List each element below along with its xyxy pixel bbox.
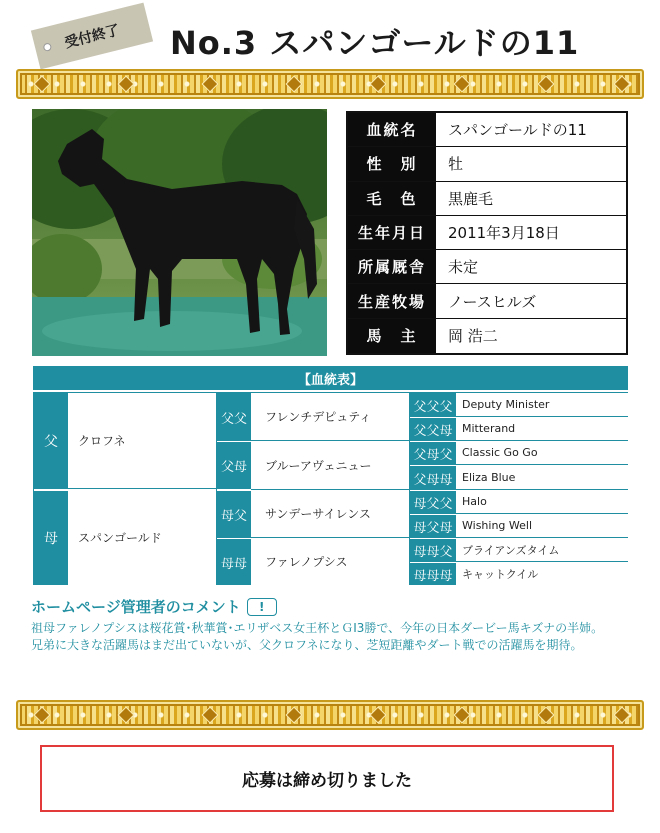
info-value: 岡 浩二 xyxy=(448,327,498,346)
closed-stamp: 受付終了 xyxy=(31,3,153,70)
info-value: 2011年3月18日 xyxy=(448,223,560,242)
gen3-label: 父母母 xyxy=(410,465,456,490)
gen3-name: キャットクイル xyxy=(456,562,628,585)
gen3-label: 父父父 xyxy=(410,393,456,417)
gen3-name: ブライアンズタイム xyxy=(456,538,628,562)
gen3-label: 母父父 xyxy=(410,490,456,514)
pedigree-heading: 【血統表】 xyxy=(33,366,628,390)
gen2-label: 母母 xyxy=(217,538,251,585)
horse-info-table xyxy=(346,111,628,355)
info-key: 生産牧場 xyxy=(348,284,436,317)
ornament-divider-top xyxy=(16,69,644,99)
info-key: 性 別 xyxy=(348,147,436,180)
info-key: 生年月日 xyxy=(348,216,436,249)
gen3-label: 父父母 xyxy=(410,417,456,441)
gen2-label: 父父 xyxy=(217,393,251,441)
info-value: 牡 xyxy=(448,155,464,174)
gen2-name: ファレノプシス xyxy=(251,538,409,585)
page-title: No.3 スパンゴールドの11 xyxy=(170,24,580,62)
gen2-label: 母父 xyxy=(217,490,251,538)
comment-line: 兄弟に大きな活躍馬はまだ出ていないが、父クロフネになり、芝短距離やダート戦での活躍馬を期待。 xyxy=(31,638,583,652)
gen2-name: サンデーサイレンス xyxy=(251,490,409,538)
gen3-label: 母父母 xyxy=(410,514,456,538)
info-value: 未定 xyxy=(448,258,479,277)
gen2-name: ブルーアヴェニュー xyxy=(251,441,409,490)
gen3-name: Mitterand xyxy=(456,417,628,441)
pedigree-table xyxy=(33,392,628,585)
gen3-label: 母母父 xyxy=(410,538,456,562)
comment-body xyxy=(31,620,631,654)
gen3-name: Deputy Minister xyxy=(456,393,628,417)
gen3-label: 父母父 xyxy=(410,441,456,465)
sire-label: 父 xyxy=(34,393,68,489)
info-row-bloodline xyxy=(348,113,626,147)
info-row-farm xyxy=(348,284,626,318)
gen3-name: Halo xyxy=(456,490,628,514)
ornament-divider-bottom xyxy=(16,700,644,730)
application-closed-notice: 応募は締め切りました xyxy=(40,745,614,812)
gen3-name: Eliza Blue xyxy=(456,465,628,490)
info-row-sex xyxy=(348,147,626,181)
gen2-label: 父母 xyxy=(217,441,251,489)
speech-bubble-icon: ! xyxy=(247,598,277,616)
comment-heading xyxy=(31,596,277,617)
info-row-owner xyxy=(348,319,626,353)
info-row-stable xyxy=(348,250,626,284)
info-key: 馬 主 xyxy=(348,319,436,353)
info-value: ノースヒルズ xyxy=(448,292,537,311)
info-value: スパンゴールドの11 xyxy=(448,121,587,140)
gen3-name: Classic Go Go xyxy=(456,441,628,465)
dam-name: スパンゴールド xyxy=(68,490,217,585)
info-key: 血統名 xyxy=(348,113,436,146)
comment-title: ホームページ管理者のコメント xyxy=(31,598,241,616)
gen3-label: 母母母 xyxy=(410,562,456,585)
comment-line: 祖母ファレノプシスは桜花賞･秋華賞･エリザベス女王杯とＧⅠ3勝で、今年の日本ダービー馬キズナの半姉。 xyxy=(31,621,604,635)
sire-name: クロフネ xyxy=(68,393,217,489)
gen2-name: フレンチデピュティ xyxy=(251,393,409,441)
horse-photo xyxy=(32,109,327,356)
dam-label: 母 xyxy=(34,490,68,585)
info-row-birthdate xyxy=(348,216,626,250)
info-key: 毛 色 xyxy=(348,182,436,215)
info-row-coat xyxy=(348,182,626,216)
gen3-name: Wishing Well xyxy=(456,514,628,538)
info-value: 黒鹿毛 xyxy=(448,189,494,208)
info-key: 所属厩舎 xyxy=(348,250,436,283)
